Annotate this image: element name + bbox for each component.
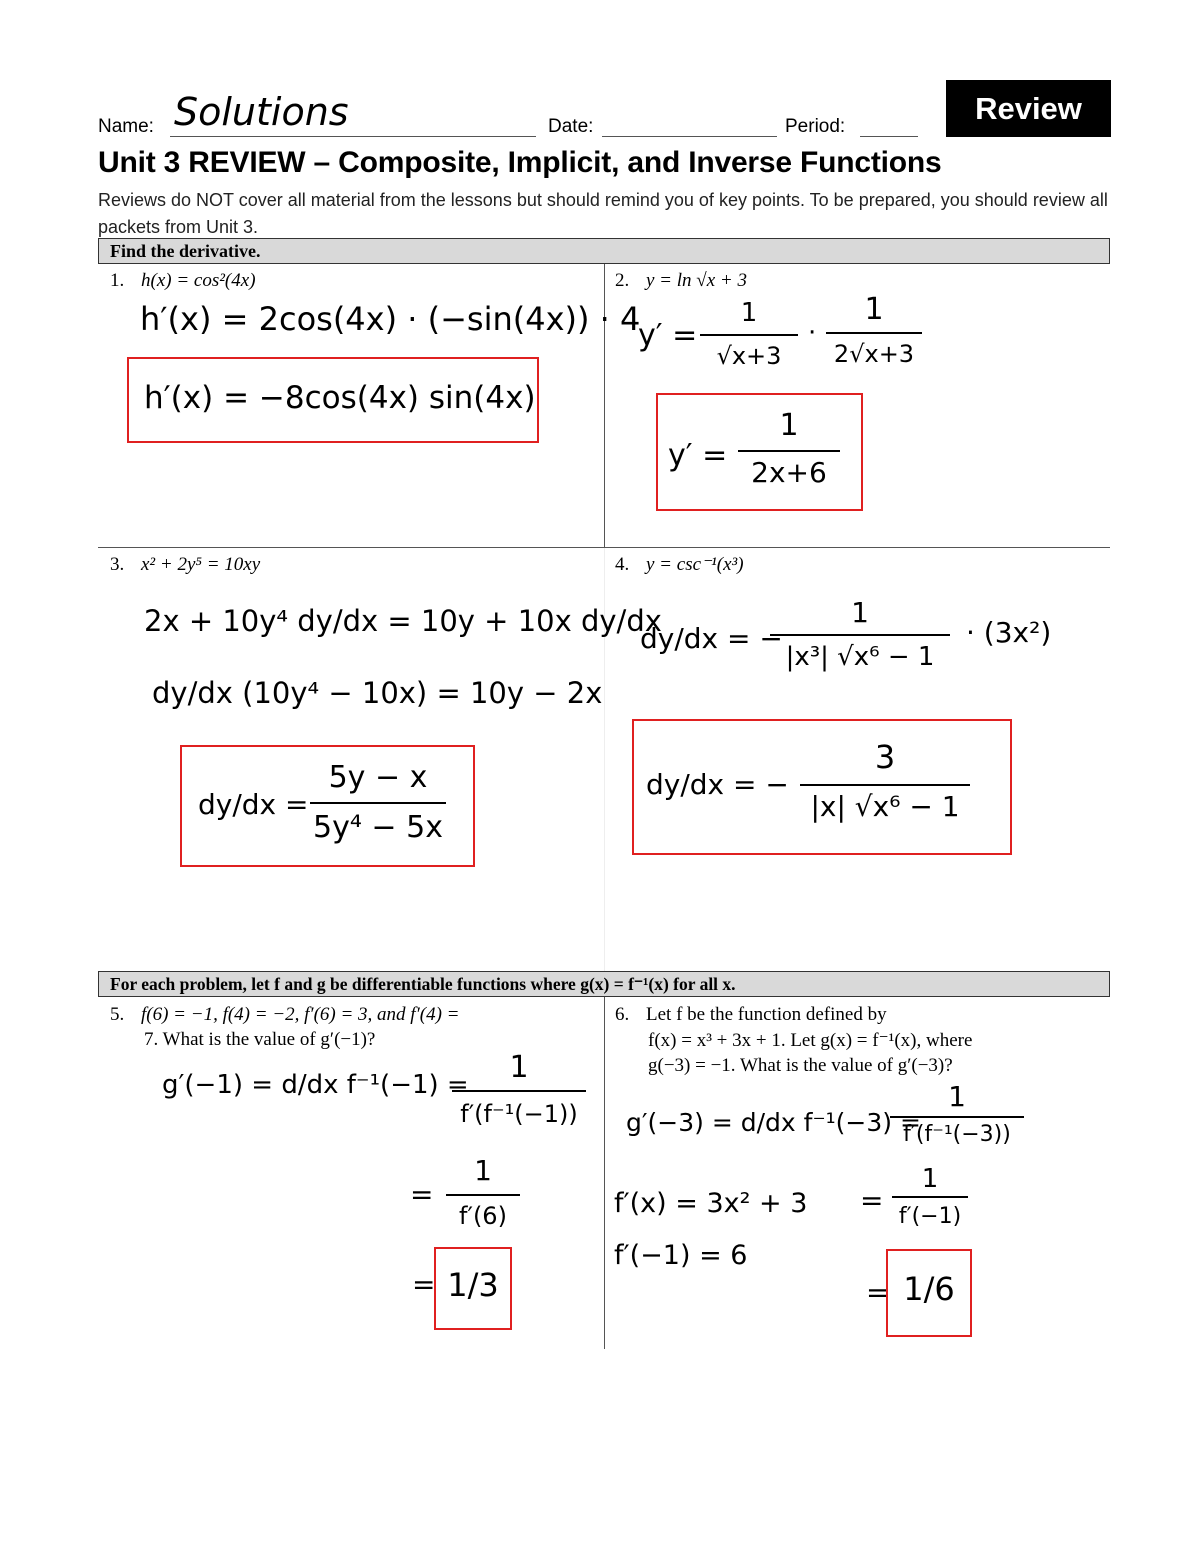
problem-5-work-1-num: 1 — [509, 1050, 529, 1085]
problem-6-statement-3: g(−3) = −1. What is the value of g′(−3)? — [648, 1055, 953, 1076]
problem-5-work-2-eq: = — [410, 1178, 434, 1211]
period-label: Period: — [785, 116, 846, 137]
problem-5-statement-2: 7. What is the value of g′(−1)? — [144, 1029, 376, 1050]
problem-6-work-2-num: 1 — [921, 1164, 939, 1194]
problem-2-work-lhs: y′ = — [638, 318, 698, 353]
problem-3-answer-bar — [310, 802, 446, 804]
date-label: Date: — [548, 116, 594, 137]
period-line — [860, 136, 918, 137]
problem-2-frac-bar2 — [826, 332, 922, 334]
problem-1-statement: h(x) = cos²(4x) — [141, 270, 256, 291]
problem-4-statement: y = csc⁻¹(x³) — [646, 554, 744, 575]
section2-heading-bar — [98, 971, 1110, 997]
problem-2-work-num1: 1 — [740, 298, 758, 328]
section2-heading: For each problem, let f and g be differentiable functions where g(x) = f⁻¹(x) for all x. — [110, 974, 736, 994]
problem-6-evaluation: f′(−1) = 6 — [614, 1240, 748, 1271]
problem-3-answer-lhs: dy/dx = — [198, 788, 309, 821]
section1-heading-bar — [98, 238, 1110, 264]
problem-3-answer-den: 5y⁴ − 5x — [313, 810, 443, 845]
problem-5-work-2-num: 1 — [474, 1154, 492, 1187]
problem-2-answer-lhs: y′ = — [668, 438, 728, 473]
problem-5-work-2-bar — [446, 1194, 520, 1196]
problem-4 — [615, 552, 744, 577]
problem-6-work-1-den: f′(f⁻¹(−3)) — [903, 1122, 1011, 1147]
problem-6-answer: 1/6 — [903, 1270, 955, 1308]
section1-heading: Find the derivative. — [110, 241, 261, 261]
problem-6-work-2-eq: = — [860, 1184, 884, 1217]
problem-4-answer-lhs: dy/dx = − — [646, 768, 789, 801]
problem-4-work-num: 1 — [851, 596, 869, 629]
problem-2-number: 2. — [615, 270, 630, 291]
problem-4-work-den: |x³| √x⁶ − 1 — [785, 642, 935, 672]
problem-2-statement: y = ln √x + 3 — [646, 270, 747, 291]
problem-5-answer: 1/3 — [447, 1266, 499, 1304]
problem-1-number: 1. — [110, 270, 125, 291]
problem-6-work-1-lhs: g′(−3) = d/dx f⁻¹(−3) = — [626, 1108, 921, 1137]
problem-6-number: 6. — [615, 1004, 630, 1025]
problem-1 — [110, 268, 256, 293]
problem-5-work-1-lhs: g′(−1) = d/dx f⁻¹(−1) = — [162, 1070, 469, 1100]
problem-2-answer-bar — [738, 450, 840, 452]
problem-4-work-bar — [770, 634, 950, 636]
problem-2-work-num2: 1 — [864, 292, 884, 327]
date-line — [602, 136, 777, 137]
problem-1-answer: h′(x) = −8cos(4x) sin(4x) — [144, 380, 536, 416]
name-value: Solutions — [174, 90, 349, 134]
problem-4-answer-bar — [800, 784, 970, 786]
problem-4-work-factor: · (3x²) — [966, 616, 1052, 649]
name-label: Name: — [98, 116, 154, 137]
problem-2-work-den2: 2√x+3 — [833, 340, 915, 368]
problem-4-answer-num: 3 — [874, 738, 896, 776]
problem-5-number: 5. — [110, 1004, 125, 1025]
problem-6-work-2-den: f′(−1) — [898, 1204, 962, 1229]
problem-4-answer-den: |x| √x⁶ − 1 — [810, 790, 960, 823]
problem-6-answer-eq: = — [866, 1276, 890, 1309]
problem-5-answer-eq: = — [412, 1268, 436, 1301]
problem-2-frac-bar1 — [700, 334, 798, 336]
problem-6-work-2-bar — [892, 1196, 968, 1198]
problem-6-statement-1: Let f be the function defined by — [646, 1004, 887, 1025]
problem-4-work-lhs: dy/dx = − — [640, 622, 783, 655]
problem-4-number: 4. — [615, 554, 630, 575]
page-title: Unit 3 REVIEW – Composite, Implicit, and Inverse Functions — [98, 146, 942, 179]
review-badge: Review — [946, 80, 1111, 137]
problem-3-work-1: 2x + 10y⁴ dy/dx = 10y + 10x dy/dx — [144, 604, 662, 638]
problem-2 — [615, 268, 747, 293]
intro-text: Reviews do NOT cover all material from the lessons but should remind you of key points. To be prepared, you should review all packets from Unit 3. — [98, 190, 1108, 237]
problem-6-statement-2: f(x) = x³ + 3x + 1. Let g(x) = f⁻¹(x), where — [648, 1030, 973, 1051]
problem-3 — [110, 552, 260, 577]
name-line — [170, 136, 536, 137]
problem-2-answer-den: 2x+6 — [751, 456, 827, 489]
problem-6-derivative: f′(x) = 3x² + 3 — [614, 1188, 808, 1219]
problem-6 — [615, 1002, 887, 1027]
problem-5-work-2-den: f′(6) — [459, 1202, 507, 1230]
divider-v3 — [604, 997, 605, 1349]
problem-3-work-2: dy/dx (10y⁴ − 10x) = 10y − 2x — [152, 676, 603, 710]
problem-2-answer-num: 1 — [779, 408, 799, 443]
problem-3-statement: x² + 2y⁵ = 10xy — [141, 554, 261, 575]
problem-3-number: 3. — [110, 554, 125, 575]
problem-2-work-den1: √x+3 — [716, 342, 782, 370]
problem-3-answer-num: 5y − x — [328, 760, 428, 795]
problem-6-work-1-bar — [890, 1116, 1024, 1118]
problem-1-work: h′(x) = 2cos(4x) · (−sin(4x)) · 4 — [140, 300, 641, 338]
problem-5-work-1-bar — [452, 1090, 586, 1092]
problem-5 — [110, 1002, 459, 1027]
problem-5-statement-1: f(6) = −1, f(4) = −2, f′(6) = 3, and f′(4) = — [141, 1004, 460, 1025]
problem-2-dot: · — [808, 318, 817, 348]
problem-6-work-1-num: 1 — [948, 1080, 966, 1113]
problem-5-work-1-den: f′(f⁻¹(−1)) — [460, 1100, 578, 1128]
